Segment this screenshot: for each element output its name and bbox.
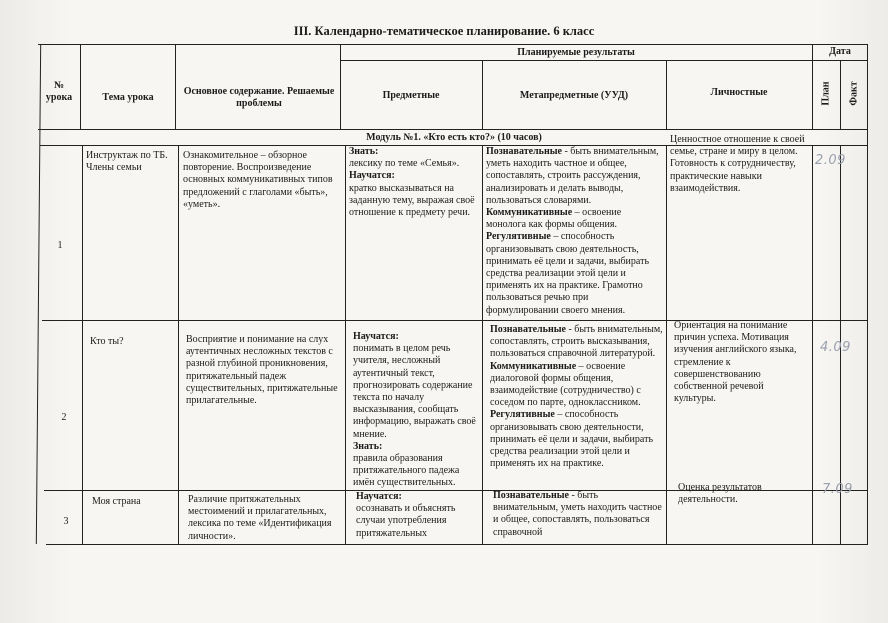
col-topic-border (175, 44, 176, 129)
header-plan: План (820, 81, 832, 106)
table-top-border (38, 44, 868, 45)
row2-meta-label2: Коммуникативные (490, 360, 577, 372)
col-content-border-lower (345, 145, 346, 544)
row1-meta-text2: – освоение монолога как формы общения. (486, 207, 622, 231)
col-num-border (80, 44, 81, 129)
col-num-border-lower (82, 145, 83, 544)
row2-meta-label3: Регулятивные (490, 409, 555, 421)
row1-meta-label2: Коммуникативные (486, 207, 573, 219)
row1-personal: Ценностное отношение к своей семье, стране и миру в целом. Готовность к сотрудничеству, практические навыки взаимодействия. (670, 134, 805, 194)
header-fact: Факт (848, 81, 860, 106)
row1-subject-text2: кратко высказываться на заданную тему, выражая своё отношение к предмету речи. (349, 182, 475, 219)
row1-plan-date: 2.09 (815, 153, 846, 168)
row2-meta-text3: – способность организовывать свою деятельности, принимать её цели и задачи, выбирать средства реализации этой цели и применять их на практике. (490, 409, 654, 470)
row1-subject-text1: лексику по теме «Семья». (349, 158, 460, 170)
row2-subject-label2: Знать: (353, 440, 383, 452)
row2-topic: Кто ты? (90, 336, 124, 347)
table-bottom-border (46, 544, 868, 545)
table-right-border (867, 44, 868, 544)
row2-metasubject (490, 324, 664, 470)
col-meta-border-lower (666, 145, 667, 544)
col-personal-border (812, 44, 813, 129)
row1-content: Ознакомительное – обзорное повторение. Воспроизведение основных коммуникативных типов предложений с глаголами «быть», «уметь». (183, 150, 333, 210)
row1-meta-text3: – способность организовывать свою деятельность, принимать её цели и задачи, выбирать средства реализации этой цели и применять их на практике. Грамотно пользоваться речью при формулировании своего мнения. (486, 231, 650, 316)
header-planned-results: Планируемые результаты (517, 47, 635, 58)
row1-meta-label1: Познавательные (486, 146, 562, 157)
header-bottom-border (38, 129, 868, 130)
col-topic-border-lower (178, 145, 179, 544)
row2-number: 2 (61, 412, 67, 423)
row3-topic: Моя страна (92, 496, 141, 507)
row3-number: 3 (63, 516, 69, 527)
page-title: III. Календарно-тематическое планирование. 6 класс (293, 24, 595, 38)
header-date: Дата (829, 46, 851, 57)
row1-number: 1 (57, 240, 63, 251)
row2-subject-label1: Научатся: (353, 331, 399, 342)
row1-meta-text1: - быть внимательным, уметь находить частное и общее, сопоставлять, строить рассуждения, анализировать и делать выводы, пользоваться словарями. (486, 146, 659, 206)
header-subject: Предметные (382, 90, 440, 101)
row3-personal: Оценка результатов деятельности. (678, 482, 762, 506)
header-metasubject: Метапредметные (УУД) (519, 90, 629, 101)
row2-meta-text1: - быть внимательным, сопоставлять, строить высказывания, пользоваться справочной литературой. (490, 324, 663, 360)
table-left-border (36, 44, 41, 544)
header-topic: Тема урока (102, 92, 154, 103)
col-meta-border (666, 60, 667, 129)
header-personal: Личностные (710, 87, 768, 98)
col-personal-border-lower (812, 145, 813, 544)
row1-meta-label3: Регулятивные (486, 231, 551, 243)
row3-subject-text1: осознавать и объяснять случаи употребления притяжательных (356, 503, 456, 539)
row1-topic: Инструктаж по ТБ. Члены семьи (86, 150, 168, 174)
row2-subject-text2: правила образования притяжательного падежа имён существительных. (353, 453, 460, 489)
row3-meta-text1: - быть внимательным, уметь находить частное и общее, сопоставлять, пользоваться справочной (493, 490, 662, 538)
col-plan-border (840, 60, 841, 129)
col-content-border (340, 44, 341, 129)
header-content: Основное содержание. Решаемые проблемы (183, 86, 335, 110)
module-heading: Модуль №1. «Кто есть кто?» (10 часов) (366, 132, 542, 143)
row2-plan-date: 4.09 (820, 340, 851, 355)
row2-meta-label1: Познавательные (490, 324, 566, 335)
row2-content: Восприятие и понимание на слух аутентичных несложных текстов с разной глубиной проникновения, притяжательный падеж существительных, притяжательные прилагательные. (186, 334, 338, 407)
row3-content: Различие притяжательных местоимений и прилагательных, лексика по теме «Идентификация личности». (188, 494, 332, 542)
row2-meta-text2: – освоение диалоговой формы общения, взаимодействие (сотрудничество) с соседом по парте, одноклассником. (490, 360, 641, 409)
row3-meta-label1: Познавательные (493, 490, 569, 501)
row1-subject-label2: Научатся: (349, 170, 395, 182)
col-subject-border (482, 60, 483, 129)
row3-subject-label1: Научатся: (356, 491, 402, 502)
header-sub-border (340, 60, 868, 61)
row2-subject-text1: понимать в целом речь учителя, несложный аутентичный текст, прогнозировать содержание текста по началу высказывания, сообщать информацию, выражать своё мнение. (353, 343, 476, 440)
row1-subject-label1: Знать: (349, 146, 379, 157)
row1-metasubject (486, 146, 663, 317)
row3-plan-date: 7.09 (822, 482, 853, 497)
header-lesson-number: № урока (45, 80, 73, 104)
row3-subject (356, 491, 480, 540)
row2-subject (353, 331, 480, 490)
row2-personal: Ориентация на понимание причин успеха. Мотивация изучения английского языка, стремление к совершенствованию собственной речевой культуры. (674, 320, 797, 405)
row3-metasubject (493, 490, 663, 539)
row1-subject (349, 146, 479, 219)
col-subject-border-lower (482, 145, 483, 544)
